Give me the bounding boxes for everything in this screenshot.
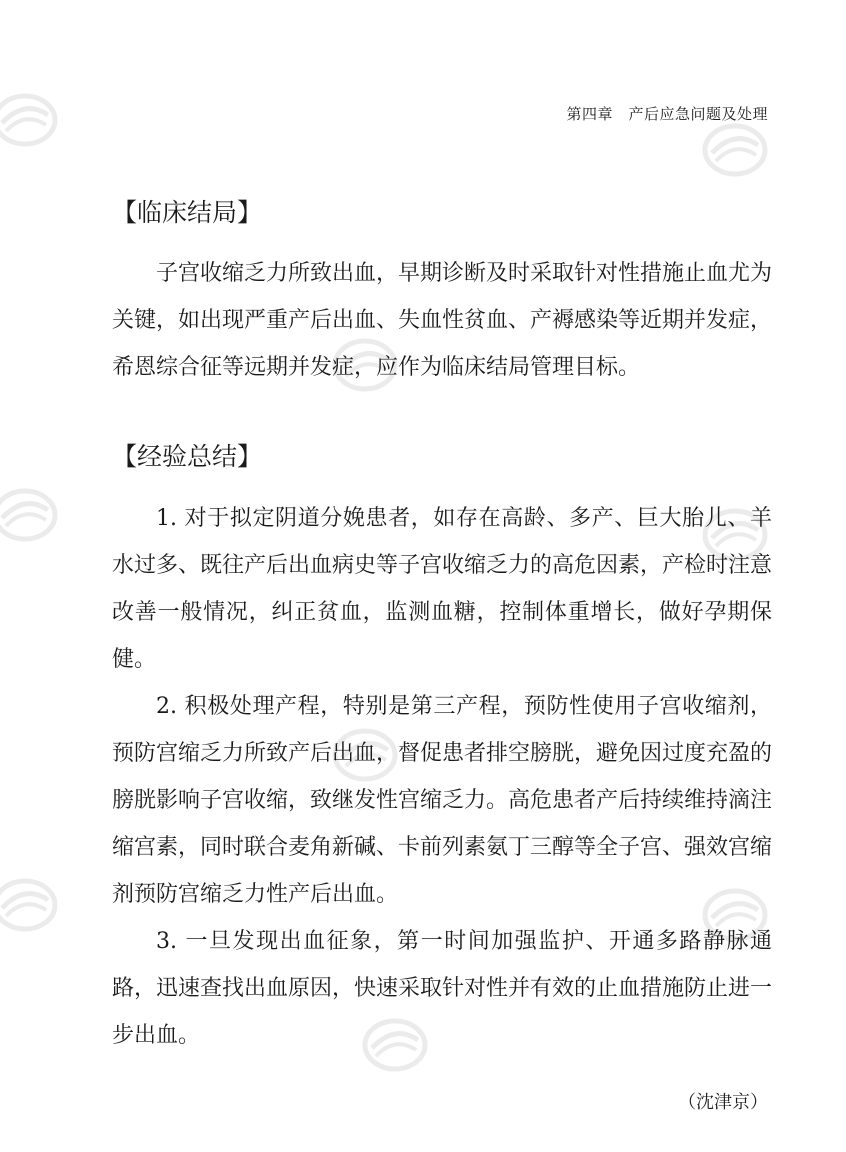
running-header: 第四章 产后应急问题及处理 — [566, 105, 768, 123]
publisher-logo-icon — [0, 480, 60, 550]
paragraph-summary-1: 1. 对于拟定阴道分娩患者，如存在高龄、多产、巨大胎儿、羊水过多、既往产后出血病史等子宫收缩乏力的高危因素，产检时注意改善一般情况，纠正贫血，监测血糖，控制体重增长，做好孕期保健。 — [112, 506, 773, 672]
section-heading-experience-summary: 【经验总结】 — [112, 442, 263, 471]
paragraph-summary-3: 3. 一旦发现出血征象，第一时间加强监护、开通多路静脉通路，迅速查找出血原因，快速采取针对性并有效的止血措施防止进一步出血。 — [112, 929, 773, 1048]
section-heading-clinical-outcome: 【临床结局】 — [112, 198, 263, 227]
publisher-logo-icon — [0, 85, 60, 155]
paragraph-summary-2: 2. 积极处理产程，特别是第三产程，预防性使用子宫收缩剂，预防宫缩乏力所致产后出血，督促患者排空膀胱，避免因过度充盈的膀胱影响子宫收缩，致继发性宫缩乏力。高危患者产后持续维持滴注缩宫素，同时联合麦角新碱、卡前列素氨丁三醇等全子宫、强效宫缩剂预防宫缩乏力性产后出血。 — [112, 694, 773, 907]
paragraph-clinical-outcome: 子宫收缩乏力所致出血，早期诊断及时采取针对性措施止血尤为关键，如出现严重产后出血、失血性贫血、产褥感染等近期并发症，希恩综合征等远期并发症，应作为临床结局管理目标。 — [112, 261, 773, 380]
publisher-logo-icon — [0, 870, 60, 940]
publisher-logo-icon — [700, 115, 770, 185]
author-signature: （沈津京） — [678, 1092, 768, 1113]
